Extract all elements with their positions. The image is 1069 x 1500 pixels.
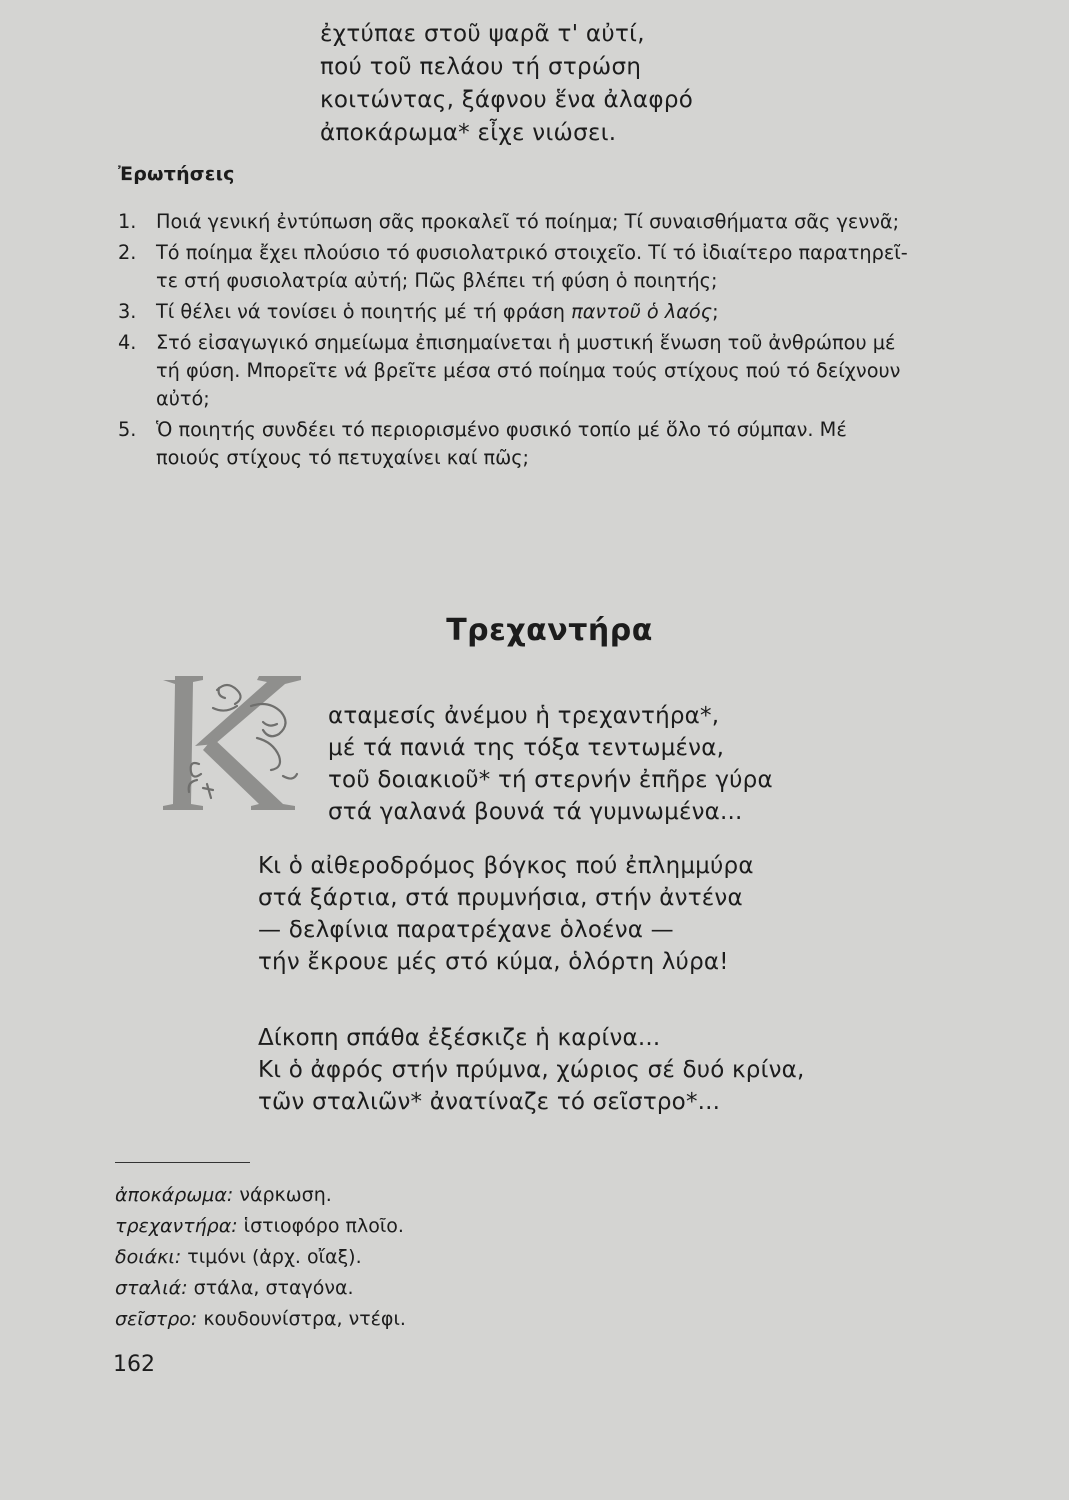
top-poem: [320, 18, 693, 150]
poem-line: Δίκοπη σπάθα ἐξέσκιζε ἡ καρίνα...: [258, 1025, 661, 1051]
question-number: 5.: [118, 418, 137, 441]
question-item: [118, 329, 998, 413]
question-item: [118, 416, 998, 472]
poem-line: τήν ἔκρουε μές στό κύμα, ὁλόρτη λύρα!: [258, 949, 729, 975]
glossary-definition: τιμόνι (ἀρχ. οἴαξ).: [187, 1246, 362, 1268]
poem-line: τοῦ δοιακιοῦ* τή στερνήν ἐπῆρε γύρα: [328, 767, 773, 793]
questions-list: [118, 208, 998, 475]
question-text: τε στή φυσιολατρία αὐτή; Πῶς βλέπει τή φύση ὁ ποιητής;: [156, 269, 718, 292]
glossary-term: σεῖστρο:: [115, 1308, 198, 1330]
poem-line: ἀποκάρωμα* εἶχε νιώσει.: [320, 120, 617, 146]
question-text: [156, 298, 998, 326]
glossary-entry: [115, 1211, 406, 1242]
footnote-divider: [115, 1162, 250, 1163]
poem-line: πού τοῦ πελάου τή στρώση: [320, 54, 642, 80]
question-text: Ὁ ποιητής συνδέει τό περιορισμένο φυσικό τοπίο μέ ὅλο τό σύμπαν. Μέ: [156, 418, 847, 441]
questions-heading: Ἐρωτήσεις: [118, 163, 235, 185]
question-number: 2.: [118, 241, 137, 264]
poem-stanza-2: [258, 850, 754, 978]
poem-line: — δελφίνια παρατρέχανε ὁλοένα —: [258, 917, 674, 943]
poem-line: ἐχτύπαε στοῦ ψαρᾶ τ' αὐτί,: [320, 21, 645, 47]
glossary-entry: [115, 1242, 406, 1273]
glossary-definition: κουδουνίστρα, ντέφι.: [203, 1308, 406, 1330]
dropcap-k-ornament: [155, 668, 325, 818]
poem-stanza-1: [328, 700, 773, 828]
glossary-term: σταλιά:: [115, 1277, 188, 1299]
question-text-suffix: ;: [712, 300, 719, 323]
glossary-definition: ἱστιοφόρο πλοῖο.: [243, 1215, 404, 1237]
glossary: [115, 1180, 406, 1335]
poem-line: στά γαλανά βουνά τά γυμνωμένα...: [328, 799, 743, 825]
question-text: ποιούς στίχους τό πετυχαίνει καί πῶς;: [156, 446, 530, 469]
question-number: 1.: [118, 210, 137, 233]
glossary-term: τρεχαντήρα:: [115, 1215, 238, 1237]
glossary-definition: στάλα, σταγόνα.: [193, 1277, 354, 1299]
poem-line: τῶν σταλιῶν* ἀνατίναζε τό σεῖστρο*...: [258, 1089, 721, 1115]
glossary-entry: [115, 1180, 406, 1211]
question-item: [118, 298, 998, 326]
question-item: [118, 208, 998, 236]
question-italic-phrase: παντοῦ ὁ λαός: [571, 300, 713, 323]
poem-line: κοιτώντας, ξάφνου ἕνα ἀλαφρό: [320, 87, 694, 113]
poem-line: στά ξάρτια, στά πρυμνήσια, στήν ἀντένα: [258, 885, 743, 911]
question-text: Ποιά γενική ἐντύπωση σᾶς προκαλεῖ τό ποίημα; Τί συναισθήματα σᾶς γεννᾶ;: [156, 210, 900, 233]
question-text-prefix: Τί θέλει νά τονίσει ὁ ποιητής μέ τή φράση: [156, 300, 572, 323]
question-text: Τό ποίημα ἔχει πλούσιο τό φυσιολατρικό στοιχεῖο. Τί τό ἰδιαίτερο παρατηρεῖ-: [156, 241, 908, 264]
poem-title: Τρεχαντήρα: [446, 613, 653, 648]
glossary-definition: νάρκωση.: [239, 1184, 332, 1206]
question-text: τή φύση. Μπορεῖτε νά βρεῖτε μέσα στό ποίημα τούς στίχους πού τό δείχνουν: [156, 359, 901, 382]
glossary-term: δοιάκι:: [115, 1246, 182, 1268]
glossary-entry: [115, 1304, 406, 1335]
poem-line: Κι ὁ αἰθεροδρόμος βόγκος πού ἐπλημμύρα: [258, 853, 754, 879]
glossary-term: ἀποκάρωμα:: [115, 1184, 234, 1206]
question-text: αὐτό;: [156, 387, 210, 410]
question-text: Στό εἰσαγωγικό σημείωμα ἐπισημαίνεται ἡ μυστική ἕνωση τοῦ ἀνθρώπου μέ: [156, 331, 896, 354]
page-number: 162: [113, 1352, 155, 1377]
poem-line: μέ τά πανιά της τόξα τεντωμένα,: [328, 735, 725, 761]
question-number: 3.: [118, 300, 137, 323]
question-item: [118, 239, 998, 295]
poem-line: Κι ὁ ἀφρός στήν πρύμνα, χώριος σέ δυό κρίνα,: [258, 1057, 805, 1083]
poem-line: αταμεσίς ἀνέμου ἡ τρεχαντήρα*,: [328, 703, 720, 729]
poem-stanza-3: [258, 1022, 805, 1118]
glossary-entry: [115, 1273, 406, 1304]
question-number: 4.: [118, 331, 137, 354]
